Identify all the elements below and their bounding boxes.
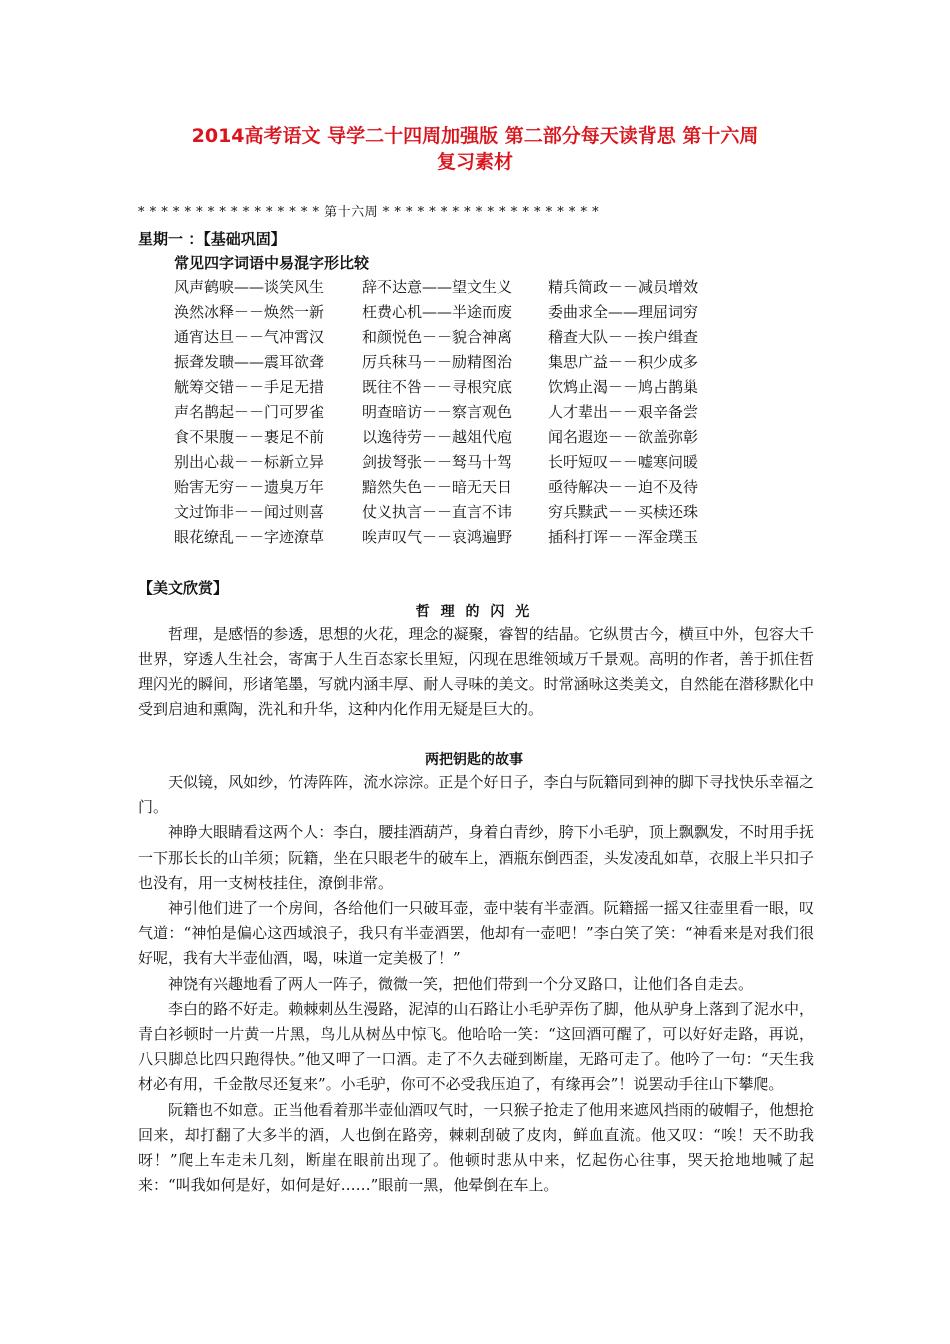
idiom-pair: 以逸待劳－－越俎代庖 xyxy=(362,428,513,446)
essay2-body xyxy=(138,770,814,1198)
idiom-row xyxy=(174,501,748,526)
idiom-row xyxy=(174,351,748,376)
idiom-pair: 眼花缭乱－－字迹潦草 xyxy=(174,528,325,546)
idiom-pair: 插科打诨－－浑金璞玉 xyxy=(548,528,699,546)
idiom-pair: 风声鹤唳——谈笑风生 xyxy=(174,278,325,296)
story-paragraph: 神饶有兴趣地看了两人一阵子，微微一笑，把他们带到一个分叉路口，让他们各自走去。 xyxy=(168,974,754,993)
idiom-pair: 仗义执言－－直言不讳 xyxy=(362,503,513,521)
idiom-pair: 人才辈出－－艰辛备尝 xyxy=(548,403,699,421)
idiom-row xyxy=(174,401,748,426)
document-title-line1: 2014高考语文 导学二十四周加强版 第二部分每天读背思 第十六周 xyxy=(191,125,759,147)
idiom-row xyxy=(174,301,748,326)
idiom-pair: 亟待解决－－迫不及待 xyxy=(548,478,699,496)
essay1-paragraph: 哲理，是感悟的参透，思想的火花，理念的凝聚，睿智的结晶。它纵贯古今，横亘中外，包容大千世界，穿透人生社会，寄寓于人生百态家长里短，闪现在思维领域万千景观。高明的作者，善于抓住哲理闪光的瞬间，形诸笔墨，写就内涵丰厚、耐人寻味的美文。时常涵咏这类美文，自然能在潜移默化中受到启迪和熏陶，洗礼和升华，这种内化作用无疑是巨大的。 xyxy=(138,625,814,718)
idiom-pair: 委曲求全——理屈词穷 xyxy=(548,303,699,321)
idiom-pair: 厉兵秣马－－励精图治 xyxy=(362,353,513,371)
idiom-pair: 别出心裁－－标新立异 xyxy=(174,453,325,471)
idiom-pair: 集思广益－－积少成多 xyxy=(548,353,699,371)
idiom-row xyxy=(174,476,748,501)
idiom-pair: 文过饰非－－闻过则喜 xyxy=(174,503,325,521)
idiom-list xyxy=(174,276,748,551)
story-paragraph: 李白的路不好走。赖棘刺丛生漫路，泥淖的山石路让小毛驴弄伤了脚，他从驴身上落到了泥水中，青白衫顿时一片黄一片黑，鸟儿从树丛中惊飞。他哈哈一笑：“这回酒可醒了，可以好好走路，再说，八只脚总比四只跑得快。”他又呷了一口酒。走了不久去碰到断崖，无路可走了。他吟了一句：“天生我材必有用，千金散尽还复来”。小毛驴，你可不必受我压迫了，有缘再会”！说罢动手往山下攀爬。 xyxy=(138,999,814,1094)
idiom-row xyxy=(174,451,748,476)
idiom-pair: 稽查大队－－挨户缉查 xyxy=(548,328,699,346)
story-paragraph: 阮籍也不如意。正当他看着那半壶仙酒叹气时，一只猴子抢走了他用来遮风挡雨的破帽子，他想抢回来，却打翻了大多半的酒，人也倒在路旁，棘刺刮破了皮肉，鲜血直流。他又叹：“唉！天不助我呀！”爬上车走未几刻，断崖在眼前出现了。他顿时悲从中来，忆起伤心往事，哭天抢地地喊了起来：“叫我如何是好，如何是好……”眼前一黑，他晕倒在车上。 xyxy=(138,1100,814,1195)
idiom-pair: 穷兵黩武－－买椟还珠 xyxy=(548,503,699,521)
idiom-row xyxy=(174,426,748,451)
idiom-pair: 饮鸩止渴－－鸠占鹊巢 xyxy=(548,378,699,396)
idiom-row xyxy=(174,276,748,301)
section-heading-essays: 【美文欣赏】 xyxy=(138,579,229,597)
idiom-row xyxy=(174,376,748,401)
idiom-pair: 觥筹交错－－手足无措 xyxy=(174,378,325,396)
idiom-pair: 黯然失色－－暗无天日 xyxy=(362,478,513,496)
idiom-row xyxy=(174,526,748,551)
idiom-pair: 剑拔弩张－－驽马十驾 xyxy=(362,453,513,471)
idiom-pair: 既往不咎－－寻根究底 xyxy=(362,378,513,396)
idioms-subheading: 常见四字词语中易混字形比较 xyxy=(174,254,370,272)
story-paragraph: 神睁大眼睛看这两个人：李白，腰挂酒葫芦，身着白青纱，胯下小毛驴，顶上飘飘发，不时用手抚一下那长长的山羊须；阮籍，坐在只眼老牛的破车上，酒瓶东倒西歪，头发凌乱如草，衣服上半只扣子也没有，用一支树枝挂住，潦倒非常。 xyxy=(138,823,814,892)
idiom-pair: 明查暗访－－察言观色 xyxy=(362,403,513,421)
essay1-title: 哲 理 的 闪 光 xyxy=(415,604,533,620)
idiom-pair: 声名鹊起－－门可罗雀 xyxy=(174,403,325,421)
idiom-pair: 贻害无穷－－遗臭万年 xyxy=(174,478,325,496)
idiom-pair: 枉费心机——半途而废 xyxy=(362,303,513,321)
essay2-title: 两把钥匙的故事 xyxy=(425,752,523,768)
idiom-pair: 振聋发聩——震耳欲聋 xyxy=(174,353,325,371)
idiom-pair: 辞不达意——望文生义 xyxy=(362,278,513,296)
idiom-row xyxy=(174,326,748,351)
story-paragraph: 神引他们进了一个房间，各给他们一只破耳壶，壶中装有半壶酒。阮籍摇一摇又往壶里看一眼，叹气道：“神怕是偏心这西域浪子，我只有半壶酒罢，他却有一壶吧！”李白笑了笑：“神看来是对我们很好呢，我有大半壶仙酒，喝，味道一定美极了！” xyxy=(138,899,814,968)
section-heading-monday: 星期一 ：【基础巩固】 xyxy=(138,230,286,248)
document-title-line2: 复习素材 xyxy=(436,151,513,173)
idiom-pair: 和颜悦色－－貌合神离 xyxy=(362,328,513,346)
idiom-pair: 闻名遐迩－－欲盖弥彰 xyxy=(548,428,699,446)
idiom-pair: 通宵达旦－－气冲霄汉 xyxy=(174,328,325,346)
week-divider: * * * * * * * * * * * * * * * * 第十六周 * * * * * * * * * * * * * * * * * * * xyxy=(138,205,600,220)
idiom-pair: 精兵简政－－减员增效 xyxy=(548,278,699,296)
idiom-pair: 涣然冰释－－焕然一新 xyxy=(174,303,325,321)
idiom-pair: 长吁短叹－－嘘寒问暖 xyxy=(548,453,699,471)
idiom-pair: 食不果腹－－裹足不前 xyxy=(174,428,325,446)
story-paragraph: 天似镜，风如纱，竹涛阵阵，流水淙淙。正是个好日子，李白与阮籍同到神的脚下寻找快乐幸福之门。 xyxy=(138,773,814,817)
idiom-pair: 唉声叹气－－哀鸿遍野 xyxy=(362,528,513,546)
